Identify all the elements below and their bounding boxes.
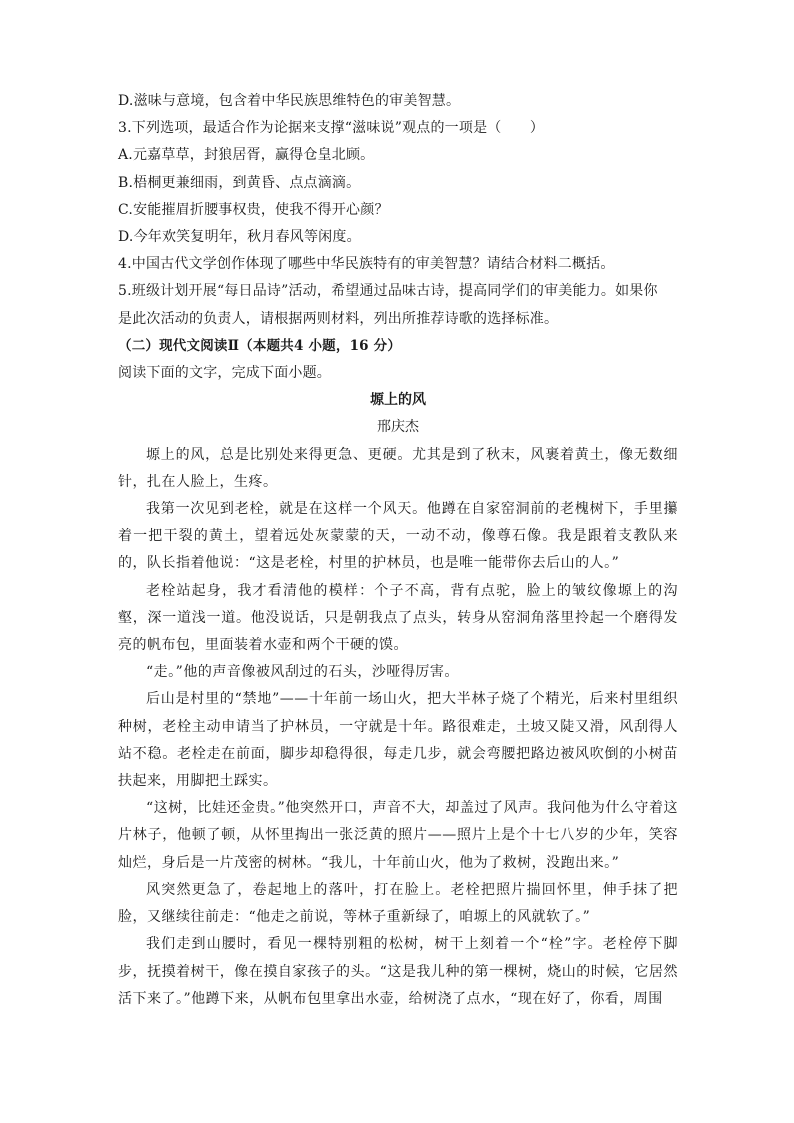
q2-option-d: D.滋味与意境，包含着中华民族思维特色的审美智慧。 xyxy=(118,93,461,109)
article-author: 邢庆杰 xyxy=(377,419,419,436)
q3-option-d: D.今年欢笑复明年，秋月春风等闲度。 xyxy=(118,229,361,246)
q3-option-a: A.元嘉草草，封狼居胥，赢得仓皇北顾。 xyxy=(118,147,375,164)
q3-stem: 3.下列选项，最适合作为论据来支撑“滋味说”观点的一项是（ ） xyxy=(118,120,545,137)
q5-stem-line1: 5.班级计划开展“每日品诗”活动，希望通过品味古诗，提高同学们的审美能力。如果你 xyxy=(118,283,658,300)
article-paragraph: 后山是村里的“禁地”——十年前一场山火，把大半林子烧了个精光，后来村里组织种树，老栓主动申请当了护林员，一守就是十年。路很难走，土坡又陡又滑，风刮得人站不稳。老栓走在前面，脚步却稳得很，每走几步，就会弯腰把路边被风吹倒的小树苗扶起来，用脚把土踩实。 xyxy=(118,691,678,790)
article-title: 塬上的风 xyxy=(370,392,426,409)
article-paragraph: 风突然更急了，卷起地上的落叶，打在脸上。老栓把照片揣回怀里，伸手抹了把脸，又继续往前走：“他走之前说，等林子重新绿了，咱塬上的风就软了。” xyxy=(118,881,678,926)
q3-option-c: C.安能摧眉折腰事权贵，使我不得开心颜？ xyxy=(118,201,389,218)
article-paragraph: “走。”他的声音像被风刮过的石头，沙哑得厉害。 xyxy=(146,664,459,681)
section-instruction: 阅读下面的文字，完成下面小题。 xyxy=(118,365,331,382)
article-paragraph: 我们走到山腰时，看见一棵特别粗的松树，树干上刻着一个“栓”字。老栓停下脚步，抚摸着树干，像在摸自家孩子的头。“这是我儿种的第一棵树，烧山的时候，它居然活下来了。”他蹲下来，从帆布包里拿出水壶，给树浇了点水，“现在好了，你看，周围 xyxy=(118,936,678,1007)
section-heading: （二）现代文阅读Ⅱ（本题共4 小题，16 分） xyxy=(118,337,402,354)
article-paragraph: 塬上的风，总是比别处来得更急、更硬。尤其是到了秋末，风裹着黄土，像无数细针，扎在人脸上，生疼。 xyxy=(118,446,678,490)
q5-stem-line2: 是此次活动的负责人，请根据两则材料，列出所推荐诗歌的选择标准。 xyxy=(118,310,559,327)
q4-stem: 4.中国古代文学创作体现了哪些中华民族特有的审美智慧？请结合材料二概括。 xyxy=(118,256,615,273)
document-page xyxy=(118,88,678,1013)
article-paragraph: “这树，比娃还金贵。”他突然开口，声音不大，却盖过了风声。我问他为什么守着这片林子，他顿了顿，从怀里掏出一张泛黄的照片——照片上是个十七八岁的少年，笑容灿烂，身后是一片茂密的树林。“我儿，十年前山火，他为了救树，没跑出来。” xyxy=(118,800,678,871)
article-paragraph: 老栓站起身，我才看清他的模样：个子不高，背有点驼，脸上的皱纹像塬上的沟壑，深一道浅一道。他没说话，只是朝我点了点头，转身从窑洞角落里拎起一个磨得发亮的帆布包，里面装着水壶和两个干硬的馍。 xyxy=(118,582,678,654)
q3-option-b: B.梧桐更兼细雨，到黄昏、点点滴滴。 xyxy=(118,174,361,191)
article-paragraph: 我第一次见到老栓，就是在这样一个风天。他蹲在自家窑洞前的老槐树下，手里攥着一把干裂的黄土，望着远处灰蒙蒙的天，一动不动，像尊石像。我是跟着支教队来的，队长指着他说：“这是老栓，村里的护林员，也是唯一能带你去后山的人。” xyxy=(118,501,678,572)
